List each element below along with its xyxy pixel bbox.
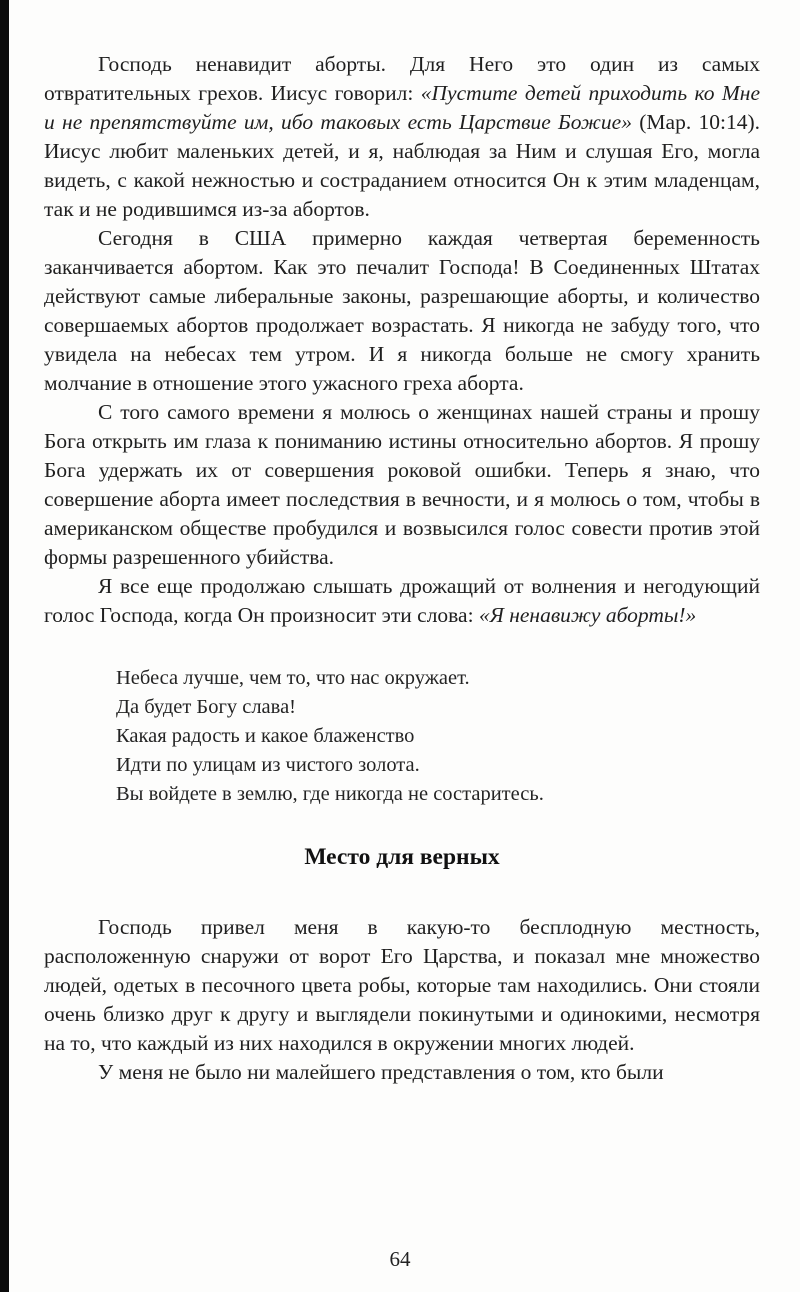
page-content [44,50,760,1087]
hymn-line: Какая радость и какое блаженство [116,725,415,747]
hymn-line: Небеса лучше, чем то, что нас окружает. [116,667,470,689]
section-heading: Место для верных [304,844,500,870]
hymn-line: Вы войдете в землю, где никогда не состаритесь. [116,783,544,805]
paragraph-text: Я все еще продолжаю слышать дрожащий от волнения и негодующий голос Господа, когда Он произносит эти слова: [44,574,760,627]
gods-words-quote: «Я ненавижу аборты!» [478,603,697,627]
paragraph-text: (Мар. 10:14). Иисус любит маленьких детей, и я, наблюдая за Ним и слушая Его, могла видеть, с какой нежностью и состраданием относится Он к этим младенцам, так и не родившимся из-за абортов. [44,110,760,221]
paragraph-abortion-intro [44,50,760,224]
paragraph-continuation-line: У меня не было ни малейшего представления о том, кто были [98,1060,664,1084]
scripture-quote: «Пустите детей приходить ко Мне и не препятствуйте им, ибо таковых есть Царствие Божие» [44,81,760,134]
paragraph-barren-place: Господь привел меня в какую-то бесплодную местность, расположенную снаружи от ворот Его Царства, и показал мне множество людей, одетых в песочного цвета робы, которые там находились. Они стояли очень близко друг к другу и выглядели покинутыми и одинокими, несмотря на то, что каждый из них находился в окружении многих людей. [44,915,760,1055]
paragraph-usa-statistics: Сегодня в США примерно каждая четвертая беременность заканчивается абортом. Как это печалит Господа! В Соединенных Штатах действуют самые либеральные законы, разрешающие аборты, и количество совершаемых абортов продолжает возрастать. Я никогда не забуду того, что увидела на небесах тем утром. И я никогда больше не смогу хранить молчание в отношение этого ужасного греха аборта. [44,226,760,395]
paragraph-gods-voice [44,572,760,630]
paragraph-text: Господь ненавидит аборты. Для Него это один из самых отвратительных грехов. Иисус говорил: [44,52,760,105]
hymn-verse [116,664,760,809]
hymn-line: Идти по улицам из чистого золота. [116,754,420,776]
paragraph-prayer-for-women: С того самого времени я молюсь о женщинах нашей страны и прошу Бога открыть им глаза к пониманию истины относительно абортов. Я прошу Бога удержать их от совершения роковой ошибки. Теперь я знаю, что совершение аборта имеет последствия в вечности, и я молюсь о том, чтобы в американском обществе пробудился и возвысился голос совести против этой формы разрешенного убийства. [44,400,760,569]
page-number: 64 [389,1247,411,1271]
scan-edge-bar [0,0,9,1292]
hymn-line: Да будет Богу слава! [116,696,296,718]
